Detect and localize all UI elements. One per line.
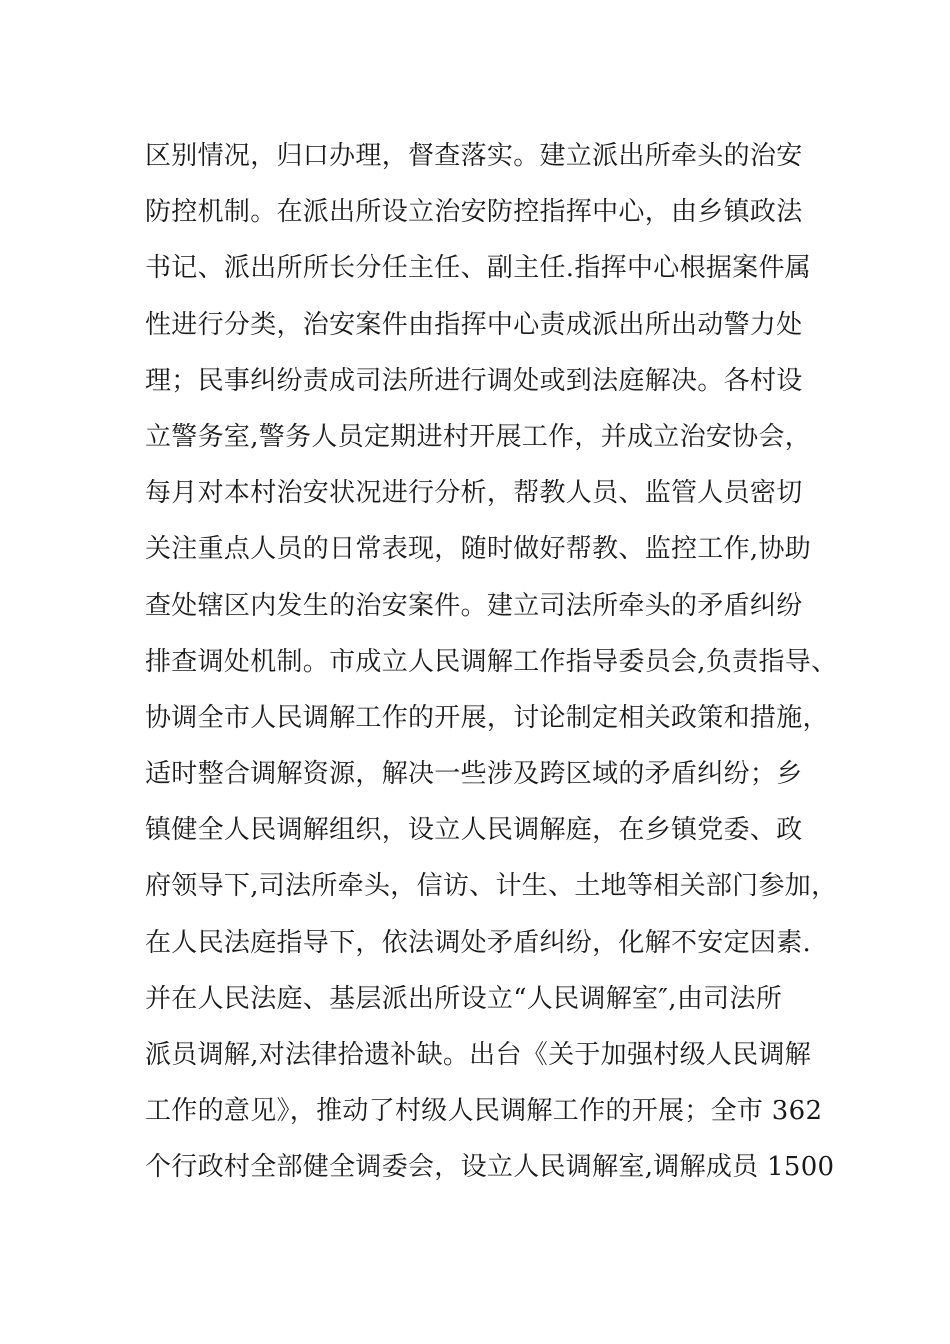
text-line: 每月对本村治安状况进行分析，帮教人员、监管人员密切 [145, 478, 803, 509]
text-line: 区别情况，归口办理，督查落实。建立派出所牵头的治安 [145, 141, 803, 171]
text-line: 镇健全人民调解组织，设立人民调解庭，在乡镇党委、政 [145, 815, 803, 846]
text-line: 适时整合调解资源，解决一些涉及跨区域的矛盾纠纷；乡 [145, 759, 803, 790]
text-line: 府领导下,司法所牵头，信访、计生、土地等相关部门参加， [145, 871, 838, 902]
text-line: 理；民事纠纷责成司法所进行调处或到法庭解决。各村设 [145, 365, 803, 396]
text-line: 立警务室,警务人员定期进村开展工作，并成立治安协会， [145, 421, 812, 452]
text-line: 防控机制。在派出所设立治安防控指挥中心，由乡镇政法 [145, 197, 803, 228]
text-line: 工作的意见》，推动了村级人民调解工作的开展；全市 362 [145, 1096, 823, 1127]
text-line: 个行政村全部健全调委会，设立人民调解室,调解成员 1500 [145, 1152, 835, 1183]
text-line: 书记、派出所所长分任主任、副主任.指挥中心根据案件属 [145, 253, 812, 284]
text-line: 在人民法庭指导下，依法调处矛盾纠纷，化解不安定因素. [145, 927, 812, 958]
text-line: 并在人民法庭、基层派出所设立“人民调解室″,由司法所 [145, 983, 783, 1014]
body-text [145, 128, 838, 1196]
text-line: 排查调处机制。市成立人民调解工作指导委员会,负责指导、 [145, 646, 838, 677]
text-line: 关注重点人员的日常表现，随时做好帮教、监控工作,协助 [145, 534, 812, 565]
text-line: 派员调解,对法律拾遗补缺。出台《关于加强村级人民调解 [145, 1040, 812, 1070]
text-line: 协调全市人民调解工作的开展，讨论制定相关政策和措施， [145, 702, 829, 733]
text-line: 性进行分类，治安案件由指挥中心责成派出所出动警力处 [145, 309, 803, 340]
text-line: 查处辖区内发生的治安案件。建立司法所牵头的矛盾纠纷 [145, 590, 803, 621]
